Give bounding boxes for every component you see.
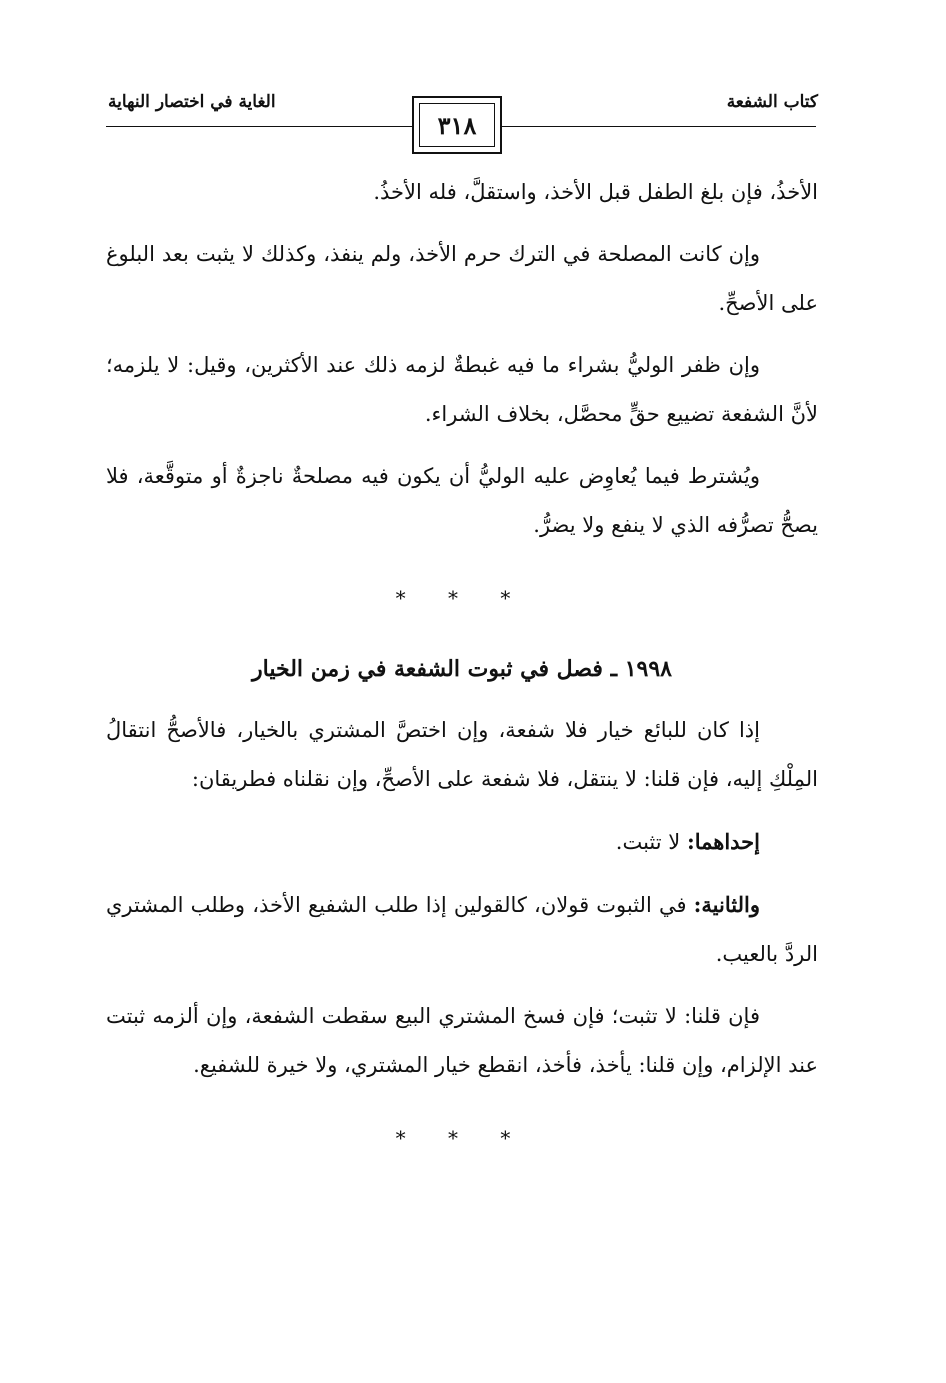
second-way-label: والثانية: xyxy=(693,892,760,917)
body-text xyxy=(106,168,818,1185)
paragraph-4: ويُشترط فيما يُعاوِض عليه الوليُّ أن يكون فيه مصلحةٌ ناجزةٌ أو متوقَّعة، فلا يصحُّ تصرُّفه الذي لا ينفع ولا يضرُّ. xyxy=(106,464,818,537)
page-number: ٣١٨ xyxy=(437,110,477,140)
paragraph-2: وإن كانت المصلحة في الترك حرم الأخذ، ولم ينفذ، وكذلك لا يثبت بعد البلوغ على الأصحِّ. xyxy=(106,242,818,315)
header-work-title: الغاية في اختصار النهاية xyxy=(108,92,276,112)
second-way-text: في الثبوت قولان، كالقولين إذا طلب الشفيع الأخذ، وطلب المشتري الردَّ بالعيب. xyxy=(106,893,818,966)
section-paragraph-3 xyxy=(106,880,818,979)
section-separator: * * * xyxy=(395,586,529,610)
paragraph-3: وإن ظفر الوليُّ بشراء ما فيه غبطةٌ لزمه ذلك عند الأكثرين، وقيل: لا يلزمه؛ لأنَّ الشفعة تضييع حقٍّ محصَّل، بخلاف الشراء. xyxy=(106,353,818,426)
first-way-label: إحداهما: xyxy=(686,829,760,854)
header-rule-right xyxy=(500,126,816,127)
section-paragraph-1: إذا كان للبائع خيار فلا شفعة، وإن اختصَّ المشتري بالخيار، فالأصحُّ انتقالُ المِلْكِ إليه، فإن قلنا: لا ينتقل، فلا شفعة على الأصحِّ، وإن نقلناه فطريقان: xyxy=(106,718,818,791)
page-number-frame xyxy=(412,96,502,154)
header-rule-left xyxy=(106,126,416,127)
section-paragraph-4: فإن قلنا: لا تثبت؛ فإن فسخ المشتري البيع سقطت الشفعة، وإن ألزمه ثبتت عند الإلزام، وإن قلنا: يأخذ، فأخذ، انقطع خيار المشتري، ولا خيرة للشفيع. xyxy=(106,1004,818,1077)
section-paragraph-2 xyxy=(106,817,818,867)
paragraph-1: الأخذُ، فإن بلغ الطفل قبل الأخذ، واستقلَّ، فله الأخذُ. xyxy=(373,180,818,204)
header-book-title: كتاب الشفعة xyxy=(726,92,818,112)
first-way-text: لا تثبت. xyxy=(615,830,681,854)
end-separator: * * * xyxy=(395,1126,529,1150)
section-heading: ١٩٩٨ ـ فصل في ثبوت الشفعة في زمن الخيار xyxy=(252,656,672,682)
